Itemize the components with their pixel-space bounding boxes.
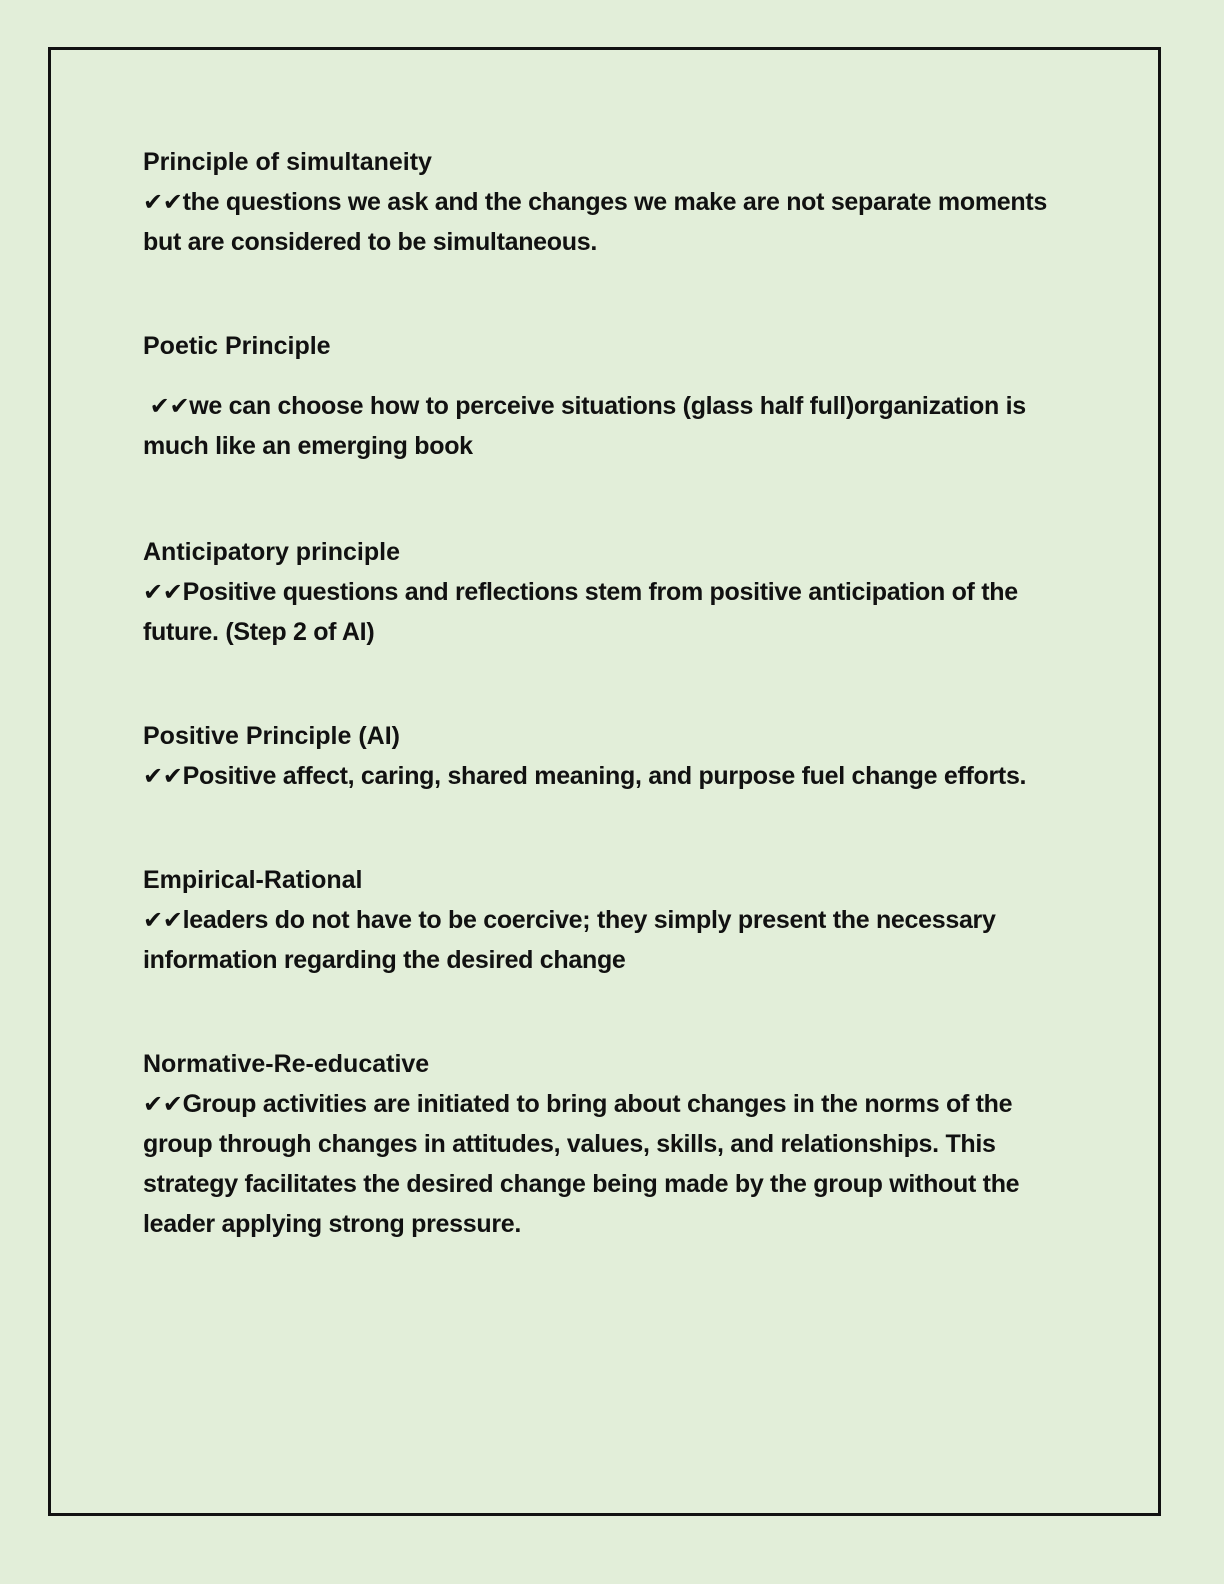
section-title: Anticipatory principle [143, 538, 400, 566]
document-content [143, 142, 1088, 1308]
section-title: Normative-Re-educative [143, 1050, 430, 1078]
section-text [143, 182, 1088, 262]
section-text [143, 386, 1088, 466]
section-title: Positive Principle (AI) [143, 722, 401, 750]
section-text-content: Positive questions and reflections stem from positive anticipation of the future. (Step 2 of AI) [143, 578, 1018, 646]
section-title: Empirical-Rational [143, 866, 363, 894]
section-title: Poetic Principle [143, 332, 331, 360]
section-text-content: we can choose how to perceive situations (glass half full)organization is much like an emerging book [143, 392, 1026, 460]
section-text [143, 1084, 1088, 1244]
section-text [143, 756, 1088, 796]
section-text [143, 572, 1088, 652]
section-text [143, 900, 1088, 980]
double-check-icon: ✔✔ [143, 762, 183, 790]
section-simultaneity [143, 142, 1088, 262]
section-text-content: Group activities are initiated to bring about changes in the norms of the group through changes in attitudes, values, skills, and relationships. This strategy facilitates the desired change being made by the group without the leader applying strong pressure. [143, 1090, 1020, 1238]
section-empirical-rational [143, 860, 1088, 980]
section-poetic [143, 326, 1088, 466]
section-text-content: Positive affect, caring, shared meaning, and purpose fuel change efforts. [182, 762, 1027, 790]
section-anticipatory [143, 532, 1088, 652]
section-text-content: the questions we ask and the changes we make are not separate moments but are considered to be simultaneous. [143, 188, 1047, 256]
section-normative-re-educative [143, 1044, 1088, 1244]
double-check-icon: ✔✔ [149, 392, 190, 420]
double-check-icon: ✔✔ [143, 906, 183, 934]
double-check-icon: ✔✔ [143, 578, 183, 606]
double-check-icon: ✔✔ [143, 1090, 183, 1118]
double-check-icon: ✔✔ [143, 188, 183, 216]
section-text-content: leaders do not have to be coercive; they simply present the necessary information regarding the desired change [143, 906, 996, 974]
section-positive [143, 716, 1088, 796]
section-title: Principle of simultaneity [143, 148, 432, 176]
